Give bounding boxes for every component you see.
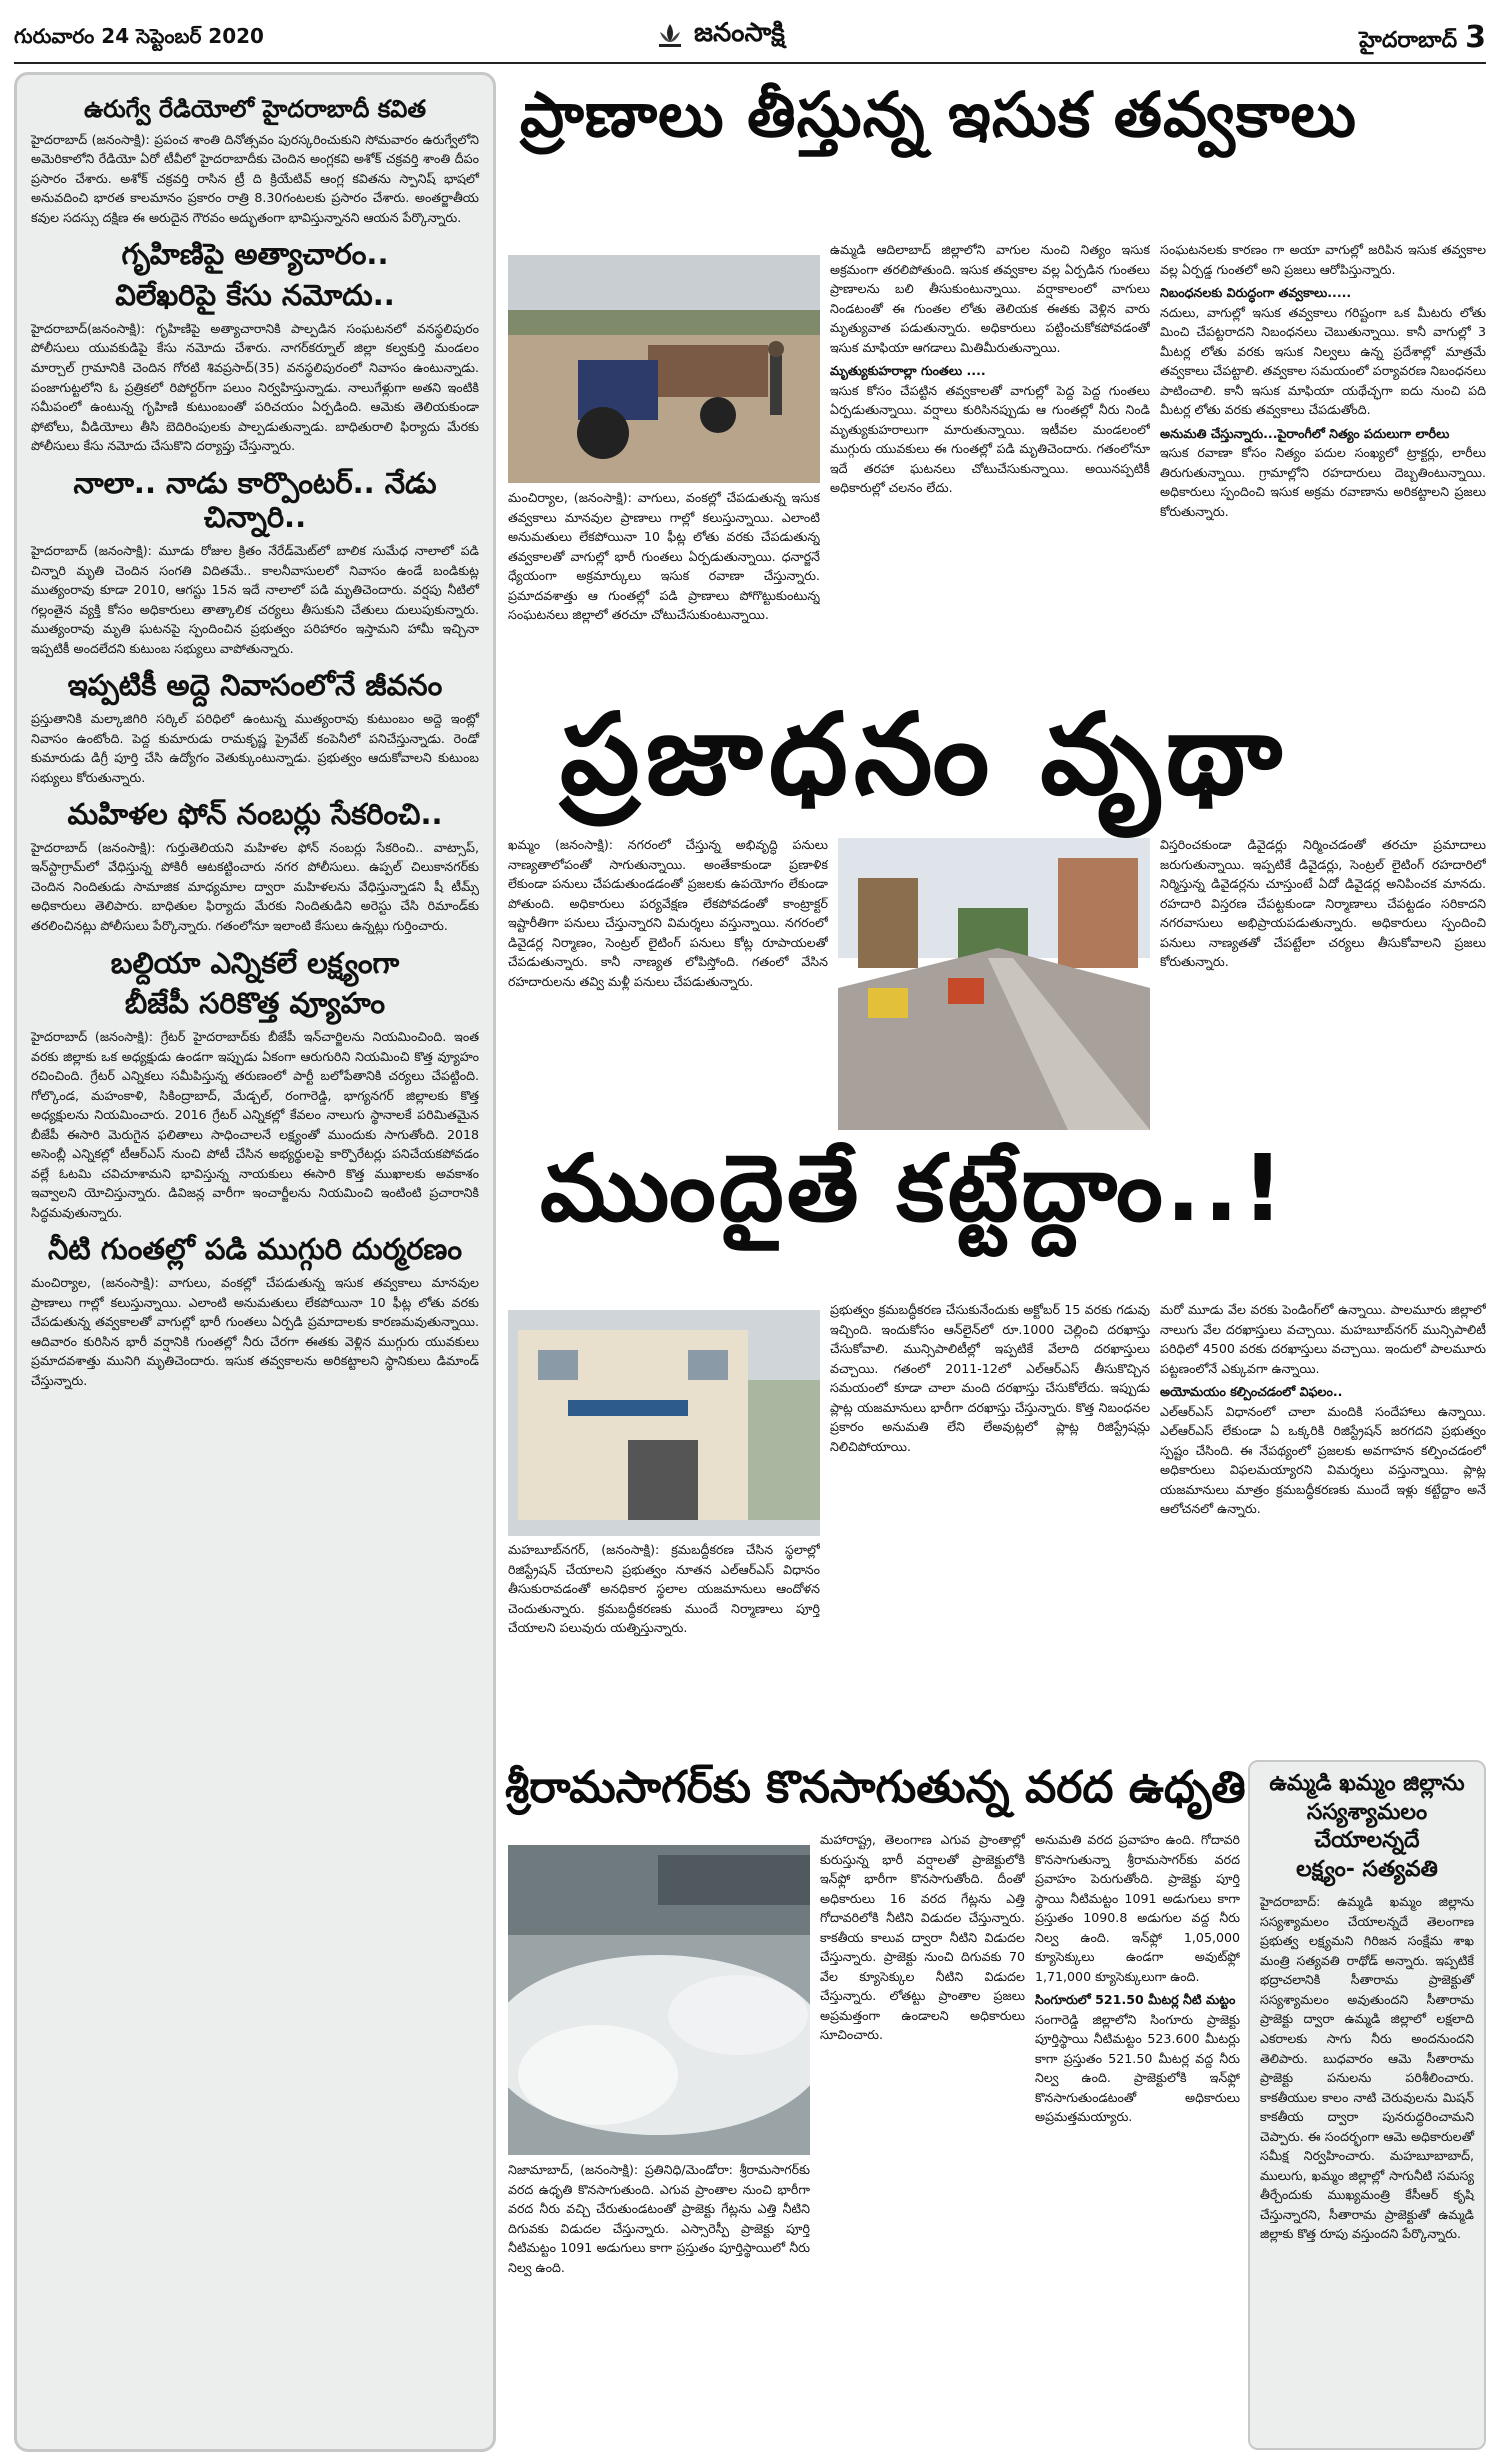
article-headline: విలేఖరిపై కేసు నమోదు.. (115, 278, 395, 313)
article-body: ప్రస్తుతానికి మల్కాజిగిరి సర్కిల్ పరిధిలో ఉంటున్న ముత్యంరావు కుటుంబం అద్దె ఇంట్లో నివాసం ఉంటోంది. పెద్ద కుమారుడు రామకృష్ణ ప్రైవేట్ కంపెనీలో పనిచేస్తున్నాడు. రెండో కుమారుడు డిగ్రీ పూర్తి చేసి ఉద్యోగం వెతుక్కుంటున్నాడు. ప్రభుత్వం ఆదుకోవాలని కుటుంబ సభ్యులు కోరుతున్నారు. (31, 711, 479, 785)
headline-build-first: ముందైతే కట్టేద్దాం..! (540, 1135, 1287, 1242)
article-column (830, 240, 1150, 680)
article-headline: ఇప్పటికీ అద్దె నివాసంలోనే జీవనం (67, 668, 443, 703)
box-headline: ఉమ్మడి ఖమ్మం జిల్లాను (1269, 1771, 1465, 1796)
article-text: నదులు, వాగుల్లో ఇసుక తవ్వకాలు గరిష్టంగా ఒక మీటరు లోతు మించి చేపట్టరాదని నిబంధనలు చెబుతున్నాయి. కానీ వాగుల్లో 3 మీటర్ల లోతు వరకు ఇసుక నిల్వలు ఉన్న ప్రదేశాల్లో మాత్రమే తవ్వకాలు చేపట్టాలి. తవ్వకాల సమయంలో పర్యావరణ నిబంధనలు పాటించాలి. కానీ ఇసుక మాఫియా యథేచ్ఛగా ఐదు నుంచి పది మీటర్ల లోతు వరకు తవ్వకాలు చేపడుతోంది. (1160, 304, 1486, 418)
headline-sriramsagar-flood: శ్రీరామసాగర్‌కు కొనసాగుతున్న వరద ఉధృతి (505, 1762, 1246, 1813)
photo-caption: నిజామాబాద్, (జనంసాక్షి): ప్రతినిధి/మెండోరా: శ్రీరామసాగర్‌కు వరద ఉధృతి కొనసాగుతుంది. ఎగువ ప్రాంతాల నుంచి భారీగా వరద నీరు వచ్చి చేరుతుండటంతో ప్రాజెక్టు గేట్లను ఎత్తి నీటిని దిగువకు విడుదల చేస్తున్నారు. ఎస్సారెస్పీ ప్రాజెక్టు పూర్తి నీటిమట్టం 1091 అడుగులు కాగా ప్రస్తుతం పూర్తిస్థాయిలో నీరు నిల్వ ఉంది. (508, 2162, 810, 2275)
article-subhead: అనుమతి చేస్తున్నారు...పైరాంగీలో నిత్యం పదులుగా లారీలు (1160, 425, 1450, 441)
photo-road-divider (838, 838, 1150, 1130)
headline-public-money: ప్రజాధనం వృథా (560, 690, 1289, 820)
article-headline: మహిళల ఫోన్ నంబర్లు సేకరించి.. (67, 797, 443, 832)
photo-municipal-building (508, 1310, 820, 1536)
issue-date: గురువారం 24 సెప్టెంబర్ 2020 (14, 24, 264, 48)
article-text: ఇసుక రవాణా కోసం నిత్యం పదుల సంఖ్యలో ట్రాక్టర్లు, లారీలు తిరుగుతున్నాయి. గ్రామాల్లోని రహదారులు దెబ్బతింటున్నాయి. అధికారులు స్పందించి ఇసుక అక్రమ రవాణాను అరికట్టాలని ప్రజలు కోరుతున్నారు. (1160, 445, 1486, 519)
article-column: ఖమ్మం (జనంసాక్షి): నగరంలో చేస్తున్న అభివృద్ధి పనులు నాణ్యతాలోపంతో సాగుతున్నాయి. అంతేకాకుండా ప్రణాళిక లేకుండా పనులు చేపడుతుండడంతో ప్రజలకు ఉపయోగం లేకుండా పోతుంది. అధికారులు పర్యవేక్షణ లేకపోవడంతో కాంట్రాక్టర్ ఇష్టారీతిగా పనులు చేస్తున్నారని విమర్శలు వస్తున్నాయి. నగరంలో డివైడర్ల నిర్మాణం, సెంట్రల్ లైటింగ్ పనులు కోట్ల రూపాయలతో చేపడుతున్నారు. కానీ నాణ్యత లోపిస్తోంది. గతంలో వేసిన రహదారులను తవ్వి మళ్లీ పనులు చేపడుతున్నారు. (508, 837, 828, 989)
masthead (14, 10, 1486, 64)
photo-tractor-sand (508, 255, 820, 483)
sidebar-article-box (1248, 1760, 1486, 2450)
article-column (1035, 1830, 1240, 2450)
logo-text: జనంసాక్షి (694, 18, 785, 48)
edition-city: హైదరాబాద్ (1359, 28, 1458, 53)
article-body: హైదరాబాద్ (జనంసాక్షి): మూడు రోజుల క్రితం నేరేడ్‌మెట్‌లో బాలిక సుమేధ నాలాలో పడి చిన్నారి మృతి చెందిన సంగతి విదితమే.. కాలనీవాసులలో నివాసం ఉండే బండికుట్ల ముత్యంరావు కూడా 2010, ఆగస్టు 15న ఇదే నాలాలో పడి మృతిచెందారు. వర్షపు నీటిలో గల్లంతైన వ్యక్తి కోసం అధికారులు తాత్కాలిక చర్యలు తీసుకుని చేతులు దులుపుకున్నారు. ముత్యంరావు మృతి ఘటనపై స్పందించిన ప్రభుత్వం పరిహారం ఇస్తామని హామీ ఇచ్చినా ఇప్పటికీ అందలేదని కుటుంబ సభ్యులు వాపోతున్నారు. (31, 543, 479, 656)
article-text: సంగారెడ్డి జిల్లాలోని సింగూరు ప్రాజెక్టు పూర్తిస్థాయి నీటిమట్టం 523.600 మీటర్లు కాగా ప్రస్తుతం 521.50 మీటర్ల వద్ద నీరు నిల్వ ఉంది. ప్రాజెక్టులోకి ఇన్‌ఫ్లో కొనసాగుతుండటంతో అధికారులు అప్రమత్తమయ్యారు. (1035, 2011, 1240, 2125)
article-text: ఎల్ఆర్ఎస్ విధానంలో చాలా మందికి సందేహాలు ఉన్నాయి. ఎల్ఆర్ఎస్ లేకుండా ఏ ఒక్కరికి రిజిస్ట్రేషన్ జరగదని ప్రభుత్వం స్పష్టం చేసింది. ఈ నేపథ్యంలో ప్రజలకు అవగాహన కల్పించడంలో అధికారులు విఫలమయ్యారని విమర్శలు వస్తున్నాయి. ప్లాట్ల యజమానులు మాత్రం క్రమబద్ధీకరణకు ముందే ఇళ్లు కట్టేద్దాం అనే ఆలోచనలో ఉన్నారు. (1160, 1403, 1486, 1517)
photo-caption: మంచిర్యాల, (జనంసాక్షి): వాగులు, వంకల్లో చేపడుతున్న ఇసుక తవ్వకాలు మానవుల ప్రాణాలు గాల్లో కలుస్తున్నాయి. ఎలాంటి అనుమతులు లేకపోయినా 10 ఫీట్ల లోతు వరకు చేపడుతున్న తవ్వకాలతో వాగుల్లో భారీ గుంతలు ఏర్పడుతున్నాయి. ధనార్జనే ధ్యేయంగా అక్రమార్కులు ఇసుక రవాణా చేస్తున్నారు. ప్రమాదవశాత్తు ఆ గుంతల్లో పడి ప్రాణాలు పోగొట్టుకుంటున్న సంఘటనలు జిల్లాలో తరచూ చోటుచేసుకుంటున్నాయి. (508, 490, 820, 623)
article-body: హైదరాబాద్ (జనంసాక్షి): గ్రేటర్ హైదరాబాద్‌కు బీజేపీ ఇన్‌చార్జిలను నియమించింది. ఇంత వరకు జిల్లాకు ఒక అధ్యక్షుడు ఉండగా ఇప్పుడు ఏకంగా ఆరుగురిని నియమించి కొత్త వ్యూహం రచించింది. గ్రేటర్ ఎన్నికలు సమీపిస్తున్న తరుణంలో పార్టీ బలోపేతానికి చర్యలు చేపట్టింది. గోల్కొండ, మహంకాళి, సికింద్రాబాద్, మేడ్చల్, రంగారెడ్డి, భాగ్యనగర్ జిల్లాలకు కొత్త అధ్యక్షులను నియమించారు. 2016 గ్రేటర్ ఎన్నికల్లో కేవలం నాలుగు స్థానాలకే పరిమితమైన బీజేపీ ఈసారి మెరుగైన ఫలితాలు సాధించాలనే లక్ష్యంతో ముందుకు సాగుతోంది. 2018 అసెంబ్లీ ఎన్నికల్లో టీఆర్ఎస్ నుంచి పోటీ చేసిన అభ్యర్థులపై కార్పొరేటర్లు పనిచేయకపోవడం వల్లే ఓటమి చవిచూశామని భావిస్తున్న నాయకులు ఈసారి కొత్త ముఖాలకు అవకాశం ఇవ్వాలని యోచిస్తున్నారు. డివిజన్ల వారీగా ఇంచార్జీలను నియమించి ఇంటింటి ప్రచారానికి సిద్ధమవుతున్నారు. (31, 1029, 479, 1220)
article-text: అనుమతి వరద ప్రవాహం ఉంది. గోదావరి కొనసాగుతున్నా శ్రీరామసాగర్‌కు వరద ప్రవాహం పెరుగుతోంది. ప్రాజెక్టు పూర్తి స్థాయి నీటిమట్టం 1091 అడుగులు కాగా ప్రస్తుతం 1090.8 అడుగుల వద్ద నీరు నిల్వ ఉంది. ఇన్‌ఫ్లో 1,05,000 క్యూసెక్కులు ఉండగా అవుట్‌ఫ్లో 1,71,000 క్యూసెక్కులుగా ఉంది. (1035, 1832, 1240, 1984)
article-body: హైదరాబాద్ (జనంసాక్షి): ప్రపంచ శాంతి దినోత్సవం పురస్కరించుకుని సోమవారం ఉరుగ్వేలోని అమెరికాలోని రేడియో ఏరో టీవీలో హైదరాబాదీకు చెందిన అంగ్లకవి అశోక్ చక్రవర్తి శాంతి దీపం ప్రసారం చేశారు. అశోక్ చక్రవర్తి రాసిన ట్రీ ది క్రియేటివ్ ఆంగ్ల కవితను స్పానిష్ భాషలో అనువదించి భారత కాలమానం ప్రకారం రాత్రి 8.30గంటలకు ప్రసారం చేశారు. అంతర్జాతీయ కవుల సదస్సు దక్షిణ ఈ అరుదైన గౌరవం అద్భుతంగా భావిస్తున్నానని ఆయన పేర్కొన్నారు. (31, 131, 479, 225)
article-subhead: నిబంధనలకు విరుద్ధంగా తవ్వకాలు..... (1160, 285, 1352, 301)
article-column: మహారాష్ట్ర, తెలంగాణ ఎగువ ప్రాంతాల్లో కురుస్తున్న భారీ వర్షాలతో ప్రాజెక్టులోకి ఇన్‌ఫ్లో భారీగా కొనసాగుతోంది. దీంతో అధికారులు 16 వరద గేట్లను ఎత్తి గోదావరిలోకి నీటిని విడుదల చేస్తున్నారు. కాకతీయ కాలువ ద్వారా నీటిని విడుదల చేస్తున్నారు. ప్రాజెక్టు నుంచి దిగువకు 70 వేల క్యూసెక్కుల నీటిని విడుదల చేస్తున్నారు. లోతట్టు ప్రాంతాల ప్రజలు అప్రమత్తంగా ఉండాలని అధికారులు సూచించారు. (820, 1832, 1025, 2043)
article-text: మరో మూడు వేల వరకు పెండింగ్‌లో ఉన్నాయి. పాలమూరు జిల్లాలో నాలుగు వేల దరఖాస్తులు వచ్చాయి. మహబూబ్‌నగర్ మున్సిపాలిటీ పరిధిలో 4500 వరకు దరఖాస్తులు వచ్చాయి. ఇందులో పాలమూరు పట్టణంలోనే ఎక్కువగా ఉన్నాయి. (1160, 1302, 1486, 1376)
article-body: హైదరాబాద్ (జనంసాక్షి): గుర్తుతెలియని మహిళల ఫోన్ నంబర్లు సేకరించి.. వాట్సాప్, ఇన్‌స్టాగ్రామ్‌లో వేధిస్తున్న పోకిరీ ఆటకట్టించారు నగర పోలీసులు. ఉప్పల్ చిలుకానగర్‌కు చెందిన నిందితుడు సామాజిక మాధ్యమాల ద్వారా మహిళలను వేధిస్తున్నాడని షీ టీమ్స్ అధికారులు తెలిపారు. బాధితుల ఫిర్యాదు మేరకు నిందితుడిని అరెస్టు చేసి రిమాండ్‌కు తరలించినట్లు పోలీసులు పేర్కొన్నారు. గతంలోనూ ఇలాంటి కేసులు ఉన్నట్లు గుర్తించారు. (31, 839, 479, 933)
article-subhead: మృత్యుకుహరాల్లా గుంతలు .... (830, 363, 986, 379)
newspaper-logo (654, 18, 785, 54)
box-body: హైదరాబాద్: ఉమ్మడి ఖమ్మం జిల్లాను సస్యశ్యామలం చేయాలన్నదే తెలంగాణ ప్రభుత్వ లక్ష్యమని గిరిజన సంక్షేమ శాఖ మంత్రి సత్యవతి రాథోడ్ అన్నారు. ఇప్పటికే భద్రాచలానికి సీతారామ ప్రాజెక్టుతో సస్యశ్యామలం అవుతుందని సీతారామ ప్రాజెక్టు ద్వారా ఉమ్మడి జిల్లాలో లక్షలాది ఎకరాలకు సాగు నీరు అందనుందని తెలిపారు. బుధవారం ఆమె సీతారామ ప్రాజెక్టు పనులను పరిశీలించారు. కాకతీయుల కాలం నాటి చెరువులను మిషన్ కాకతీయ ద్వారా పునరుద్ధరించామని చెప్పారు. ఈ సందర్భంగా ఆమె అధికారులతో సమీక్ష నిర్వహించారు. మహబూబాబాద్, ములుగు, ఖమ్మం జిల్లాల్లో సాగునీటి సమస్య తీర్చేందుకు ముఖ్యమంత్రి కేసీఆర్ కృషి చేస్తున్నారని, సీతారామ ప్రాజెక్టుతో ఉమ్మడి జిల్లాకు కొత్త రూపు వస్తుందని పేర్కొన్నారు. (1260, 1894, 1474, 2242)
article-column: విస్తరించకుండా డివైడర్లు నిర్మించడంతో తరచూ ప్రమాదాలు జరుగుతున్నాయి. ఇప్పటికే డివైడర్లు, సెంట్రల్ లైటింగ్ రహదారిలో నిర్మిస్తున్న డివైడర్లను చూస్తుంటే ఏదో డివైడర్ల అనిపించక మానదు. రహదారి విస్తరణ చేపట్టకుండా నిర్మాణాలు చేపట్టడం సరికాదని నగరవాసులు అభిప్రాయపడుతున్నారు. అధికారులు స్పందించి పనులు నాణ్యతతో చేపట్టేలా చర్యలు తీసుకోవాలని ప్రజలు కోరుతున్నారు. (1160, 837, 1486, 970)
page-number: 3 (1465, 20, 1486, 55)
article-headline: నాలా.. నాడు కార్పొంటర్.. నేడు చిన్నారి.. (73, 465, 437, 535)
article-column: ప్రభుత్వం క్రమబద్ధీకరణ చేసుకునేందుకు అక్టోబర్ 15 వరకు గడువు ఇచ్చింది. ఇందుకోసం ఆన్‌లైన్‌లో రూ.1000 చెల్లించి దరఖాస్తు చేసుకోవాలి. మున్సిపాలిటీల్లో ఇప్పటికే వేలాది దరఖాస్తులు వచ్చాయి. గతంలో 2011-12లో ఎల్ఆర్ఎస్ తీసుకొచ్చిన సమయంలో కూడా చాలా మంది దరఖాస్తు చేసుకోలేదు. ఇప్పుడు ప్లాట్ల యజమానులు భారీగా దరఖాస్తు చేస్తున్నారు. కొత్త నిబంధనల ప్రకారం అనుమతి లేని లేఅవుట్లలో ప్లాట్ల రిజిస్ట్రేషన్లు నిలిచిపోయాయి. (830, 1302, 1150, 1454)
article-headline: ఉరుగ్వే రేడియోలో హైదరాబాదీ కవిత (83, 95, 427, 123)
article-text: ఉమ్మడి ఆదిలాబాద్ జిల్లాలోని వాగుల నుంచి నిత్యం ఇసుక అక్రమంగా తరలిపోతుంది. ఇసుక తవ్వకాల వల్ల ఏర్పడిన గుంతలు ప్రాణాలను బలి తీసుకుంటున్నాయి. వర్షాకాలంలో వాగులు నిండటంతో ఈ గుంతల లోతు తెలియక ఈతకు వెళ్లిన వారు మృత్యువాత పడుతున్నారు. అధికారులు పట్టించుకోకపోవడంతో ఇసుక మాఫియా ఆగడాలు మితిమీరుతున్నాయి. (830, 242, 1150, 355)
article-subhead: సింగూరులో 521.50 మీటర్ల నీటి మట్టం (1035, 1992, 1236, 2008)
box-headline: లక్ష్యం- సత్యవతి (1296, 1856, 1438, 1882)
page-info (1359, 20, 1486, 58)
article-column (1160, 1300, 1486, 1750)
article-text: సంఘటనలకు కారణం గా అయా వాగుల్లో జరిపిన ఇసుక తవ్వకాల వల్ల ఏర్పడ్డ గుంతలో అని ప్రజలు ఆరోపిస్తున్నారు. (1160, 242, 1486, 277)
photo-dam-gates (508, 1845, 810, 2155)
left-news-column (14, 72, 496, 2452)
lotus-icon (654, 20, 686, 52)
article-body: మంచిర్యాల, (జనంసాక్షి): వాగులు, వంకల్లో చేపడుతున్న ఇసుక తవ్వకాలు మానవుల ప్రాణాలు గాల్లో కలుస్తున్నాయి. ఎలాంటి అనుమతులు లేకపోయినా 10 ఫీట్ల లోతు వరకు చేపడుతున్న తవ్వకాలతో వాగుల్లో భారీ గుంతలు ఏర్పడి ప్రమాదాలకు కారణమవుతున్నాయి. ఆదివారం కురిసిన భారీ వర్షానికి గుంతల్లో నీరు చేరగా ఈతకు వెళ్లిన ముగ్గురు యువకులు ప్రమాదవశాత్తు మునిగి మృతిచెందారు. ఇసుక తవ్వకాలను అరికట్టాలని స్థానికులు డిమాండ్ చేస్తున్నారు. (31, 1275, 479, 1388)
article-headline: బల్దియా ఎన్నికలే లక్ష్యంగా (110, 945, 400, 980)
box-headline: సస్యశ్యామలం చేయాలన్నదే (1306, 1799, 1428, 1854)
article-text: ఇసుక కోసం చేపట్టిన తవ్వకాలతో వాగుల్లో పెద్ద పెద్ద గుంతలు ఏర్పడుతున్నాయి. వర్షాలు కురిసినప్పుడు ఆ గుంతల్లో నీరు నిండి మృత్యుకుహరాలుగా మారుతున్నాయి. ఇటీవల మండలంలో ముగ్గురు యువకులు ఈ గుంతల్లో పడి మృతిచెందారు. గతంలోనూ ఇదే తరహా ఘటనలు చోటుచేసుకున్నాయి. అయినప్పటికీ అధికారుల్లో చలనం లేదు. (830, 382, 1150, 496)
article-subhead: అయోమయం కల్పించడంలో విఫలం.. (1160, 1384, 1343, 1400)
article-body: హైదరాబాద్(జనంసాక్షి): గృహిణిపై అత్యాచారానికి పాల్పడిన సంఘటనలో వనస్థలిపురం పోలీసులు యువకుడిపై కేసు నమోదు చేశారు. నాగర్‌కర్నూల్ జిల్లా కల్వకుర్తి మండలం మార్చాల్ గ్రామానికి చెందిన గోరటి శివప్రసాద్(35) వనస్థలిపురంలో నివాసం ఉంటున్నాడు. పంజాగుట్టలోని ఓ ప్రత్రికలో రిపోర్టర్‌గా పలుం నిర్వహిస్తున్నాడు. నాలుగేళ్లుగా అతని ఇంటికి సమీపంలో ఉంటున్న గృహిణి కుటుంబంతో పరిచయం ఏర్పడింది. ఆమెకు తెలియకుండా ఫోటోలు, వీడియోలు తీసి బెదిరింపులకు పాల్పడుతున్నాడు. బాధితురాలి ఫిర్యాదు మేరకు పోలీసులు కేసు నమోదు చేసుకొని దర్యాప్తు చేస్తున్నారు. (31, 320, 479, 454)
article-headline: నీటి గుంతల్లో పడి ముగ్గురి దుర్మరణం (47, 1232, 463, 1267)
article-column (1160, 240, 1486, 680)
headline-sand-mining: ప్రాణాలు తీస్తున్న ఇసుక తవ్వకాలు (520, 78, 1357, 151)
photo-caption: మహబూబ్‌నగర్, (జనంసాక్షి): క్రమబద్దీకరణ చేసిన స్థలాల్లో రిజిస్ట్రేషన్ చేయాలని ప్రభుత్వం నూతన ఎల్ఆర్ఎస్ విధానం తీసుకురావడంతో అనధికార స్థలాల యజమానులు ఆందోళన చెందుతున్నారు. క్రమబద్ధీకరణకు ముందే నిర్మాణాలు పూర్తి చేయాలని పలువురు యత్నిస్తున్నారు. (508, 1542, 820, 1636)
article-headline: గృహిణిపై అత్యాచారం.. (121, 237, 389, 272)
article-headline: బీజేపీ సరికొత్త వ్యూహం (124, 986, 386, 1021)
